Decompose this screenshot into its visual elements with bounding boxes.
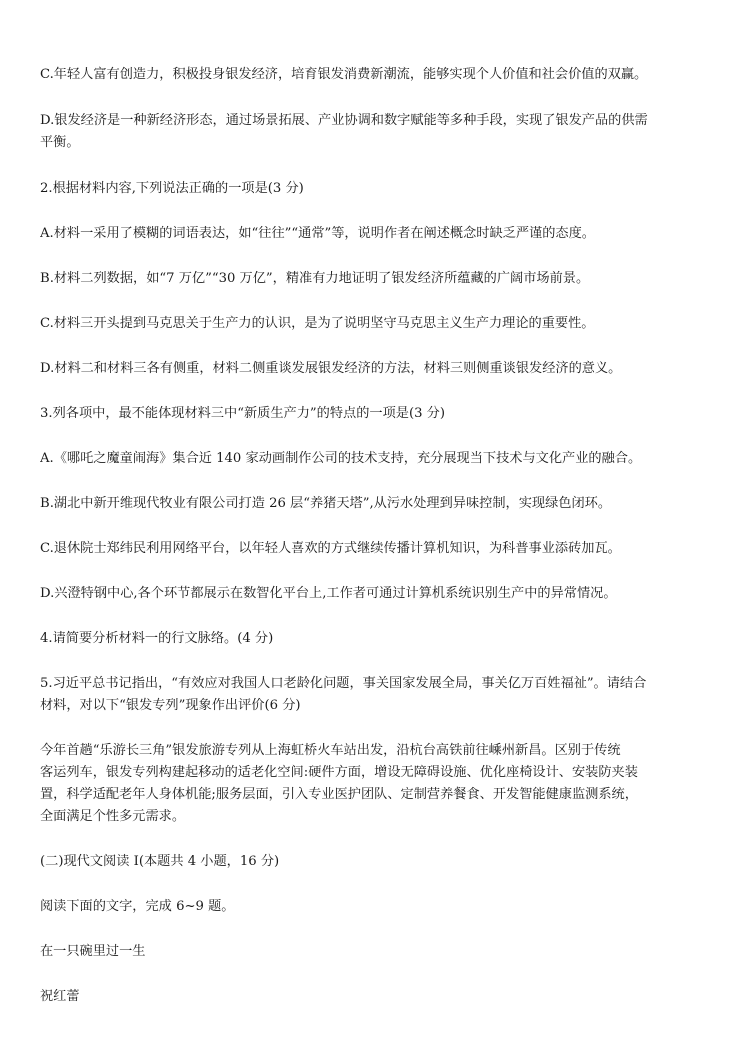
q5-passage-line4: 全面满足个性多元需求。	[40, 809, 186, 824]
q3-stem: 3.列各项中，最不能体现材料三中“新质生产力”的特点的一项是(3 分)	[40, 406, 445, 421]
q5-stem-line1: 5.习近平总书记指出，“有效应对我国人口老龄化问题，事关国家发展全局，事关亿万百姓福祉”。请结合	[40, 676, 647, 691]
q2-option-b: B.材料二列数据，如“7 万亿”“30 万亿”，精准有力地证明了银发经济所蕴藏的广阔市场前景。	[40, 271, 590, 286]
section-instruction: 阅读下面的文字，完成 6~9 题。	[40, 899, 235, 914]
q3-option-a: A.《哪吒之魔童闹海》集合近 140 家动画制作公司的技术支持，充分展现当下技术与文化产业的融合。	[40, 451, 642, 466]
q3-option-b: B.湖北中新开维现代牧业有限公司打造 26 层“养猪天塔”,从污水处理到异味控制，实现绿色闭环。	[40, 496, 612, 511]
q5-passage-line1: 今年首趟“乐游长三角”银发旅游专列从上海虹桥火车站出发，沿杭台高铁前往嵊州新昌。区别于传统	[40, 743, 621, 758]
section-heading: (二)现代文阅读 I(本题共 4 小题，16 分)	[40, 854, 280, 869]
q2-option-d: D.材料二和材料三各有侧重，材料二侧重谈发展银发经济的方法，材料三则侧重谈银发经济的意义。	[40, 361, 622, 376]
q2-option-c: C.材料三开头提到马克思关于生产力的认识，是为了说明坚守马克思主义生产力理论的重要性。	[40, 316, 595, 331]
q1-option-d-line1: D.银发经济是一种新经济形态，通过场景拓展、产业协调和数字赋能等多种手段，实现了银发产品的供需	[40, 113, 648, 128]
q2-option-a: A.材料一采用了模糊的词语表达，如“往往”“通常”等，说明作者在阐述概念时缺乏严谨的态度。	[40, 226, 595, 241]
q5-passage-line2: 客运列车，银发专列构建起移动的适老化空间:硬件方面，增设无障碍设施、优化座椅设计、安装防夹装	[40, 765, 638, 780]
q4-stem: 4.请简要分析材料一的行文脉络。(4 分)	[40, 631, 274, 646]
q5-stem-line2: 材料，对以下“银发专列”现象作出评价(6 分)	[40, 698, 301, 713]
story-author: 祝红蕾	[40, 989, 80, 1004]
q2-stem: 2.根据材料内容,下列说法正确的一项是(3 分)	[40, 181, 304, 196]
q3-option-c: C.退休院士郑纬民利用网络平台，以年轻人喜欢的方式继续传播计算机知识，为科普事业添砖加瓦。	[40, 541, 621, 556]
q1-option-d-line2: 平衡。	[40, 135, 80, 150]
document-page	[40, 64, 740, 1008]
q3-option-d: D.兴澄特钢中心,各个环节都展示在数智化平台上,工作者可通过计算机系统识别生产中的异常情况。	[40, 586, 617, 601]
story-title: 在一只碗里过一生	[40, 944, 146, 959]
q5-passage-line3: 置，科学适配老年人身体机能;服务层面，引入专业医护团队、定制营养餐食、开发智能健康监测系统，	[40, 787, 638, 802]
q1-option-c: C.年轻人富有创造力，积极投身银发经济，培育银发消费新潮流，能够实现个人价值和社会价值的双赢。	[40, 67, 648, 82]
